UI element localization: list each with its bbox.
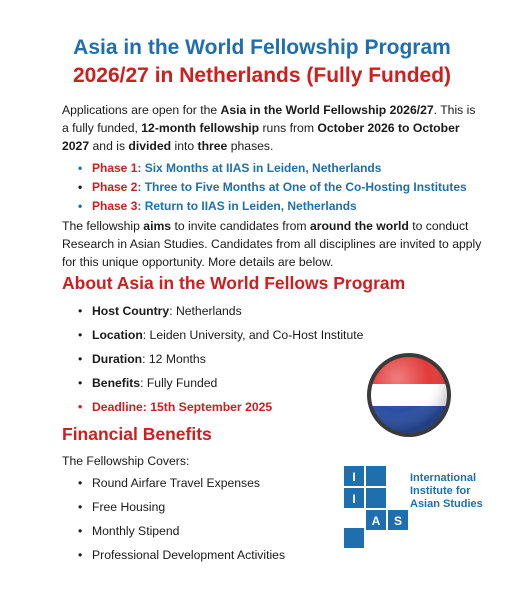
about-item: [78, 374, 363, 398]
phase-text: : Six Months at IIAS in Leiden, Netherlands: [137, 161, 382, 175]
intro-text-6: phases.: [227, 139, 274, 153]
phase-item: [78, 159, 467, 178]
phase-list: [78, 159, 467, 216]
intro-bold-2: 12-month fellowship: [141, 121, 260, 135]
intro-text-2: . This is a fully funded,: [62, 103, 476, 135]
intro-text-3: runs from: [259, 121, 318, 135]
about-item-value: : Netherlands: [169, 304, 242, 318]
financial-heading: Financial Benefits: [62, 424, 212, 444]
about-item-key: Location: [92, 328, 143, 342]
financial-item: • Professional Development Activities: [78, 546, 285, 570]
about-item: [78, 350, 363, 374]
about-item-key: Benefits: [92, 376, 141, 390]
logo-letter-2: I: [352, 492, 356, 506]
deadline-item: • Deadline: 15th September 2025: [78, 398, 363, 422]
about-item-key: Duration: [92, 352, 143, 366]
intro-paragraph: [62, 101, 482, 155]
aim-text-3: to conduct Research in Asian Studies. Candidates from all disciplines are invited to apply for this unique opportunity. More details are below.: [62, 219, 482, 269]
aim-text-2: to invite candidates from: [171, 219, 310, 233]
logo-letter-1: I: [352, 470, 356, 484]
phase-label: Phase 2: [92, 180, 138, 194]
logo-text-line: Institute for: [410, 485, 471, 497]
financial-item: • Monthly Stipend: [78, 522, 285, 546]
aim-bold-1: aims: [143, 219, 172, 233]
about-item-key: Host Country: [92, 304, 170, 318]
aim-paragraph: [62, 217, 482, 271]
intro-text-4: and is: [89, 139, 129, 153]
intro-bold-4: divided: [128, 139, 172, 153]
intro-text-1: Applications are open for the: [62, 103, 221, 117]
financial-item: • Round Airfare Travel Expenses: [78, 474, 285, 498]
covers-label: The Fellowship Covers:: [62, 454, 190, 468]
logo-letter-4: S: [393, 514, 403, 528]
intro-bold-3: October 2026 to October 2027: [62, 121, 460, 153]
phase-label: Phase 3: [92, 199, 138, 213]
intro-bold-1: Asia in the World Fellowship 2026/27: [220, 103, 434, 117]
financial-item: • Free Housing: [78, 498, 285, 522]
phase-label: Phase 1: [92, 161, 138, 175]
logo-text-line: Asian Studies: [410, 498, 483, 510]
intro-bold-5: three: [197, 139, 228, 153]
about-item-value: : 12 Months: [142, 352, 206, 366]
financial-list: [78, 474, 285, 570]
phase-text: : Three to Five Months at One of the Co-Hosting Institutes: [137, 180, 467, 194]
aim-bold-2: around the world: [309, 219, 409, 233]
logo-letter-3: A: [371, 514, 381, 528]
phase-item: [78, 178, 467, 197]
about-item: [78, 326, 363, 350]
page-title-line2: 2026/27 in Netherlands (Fully Funded): [72, 64, 452, 87]
page-title-line1: Asia in the World Fellowship Program: [73, 36, 451, 59]
logo-text-line: International: [410, 472, 477, 484]
about-heading: About Asia in the World Fellows Program: [62, 273, 406, 293]
logo-text: [410, 472, 510, 511]
phase-item: [78, 197, 467, 216]
about-item: [78, 302, 363, 326]
aim-text-1: The fellowship: [62, 219, 144, 233]
about-list: [78, 302, 363, 422]
netherlands-flag-icon: [366, 352, 452, 438]
about-item-value: : Leiden University, and Co-Host Institute: [142, 328, 364, 342]
about-item-value: : Fully Funded: [140, 376, 218, 390]
intro-text-5: into: [171, 139, 198, 153]
phase-text: : Return to IIAS in Leiden, Netherlands: [137, 199, 357, 213]
